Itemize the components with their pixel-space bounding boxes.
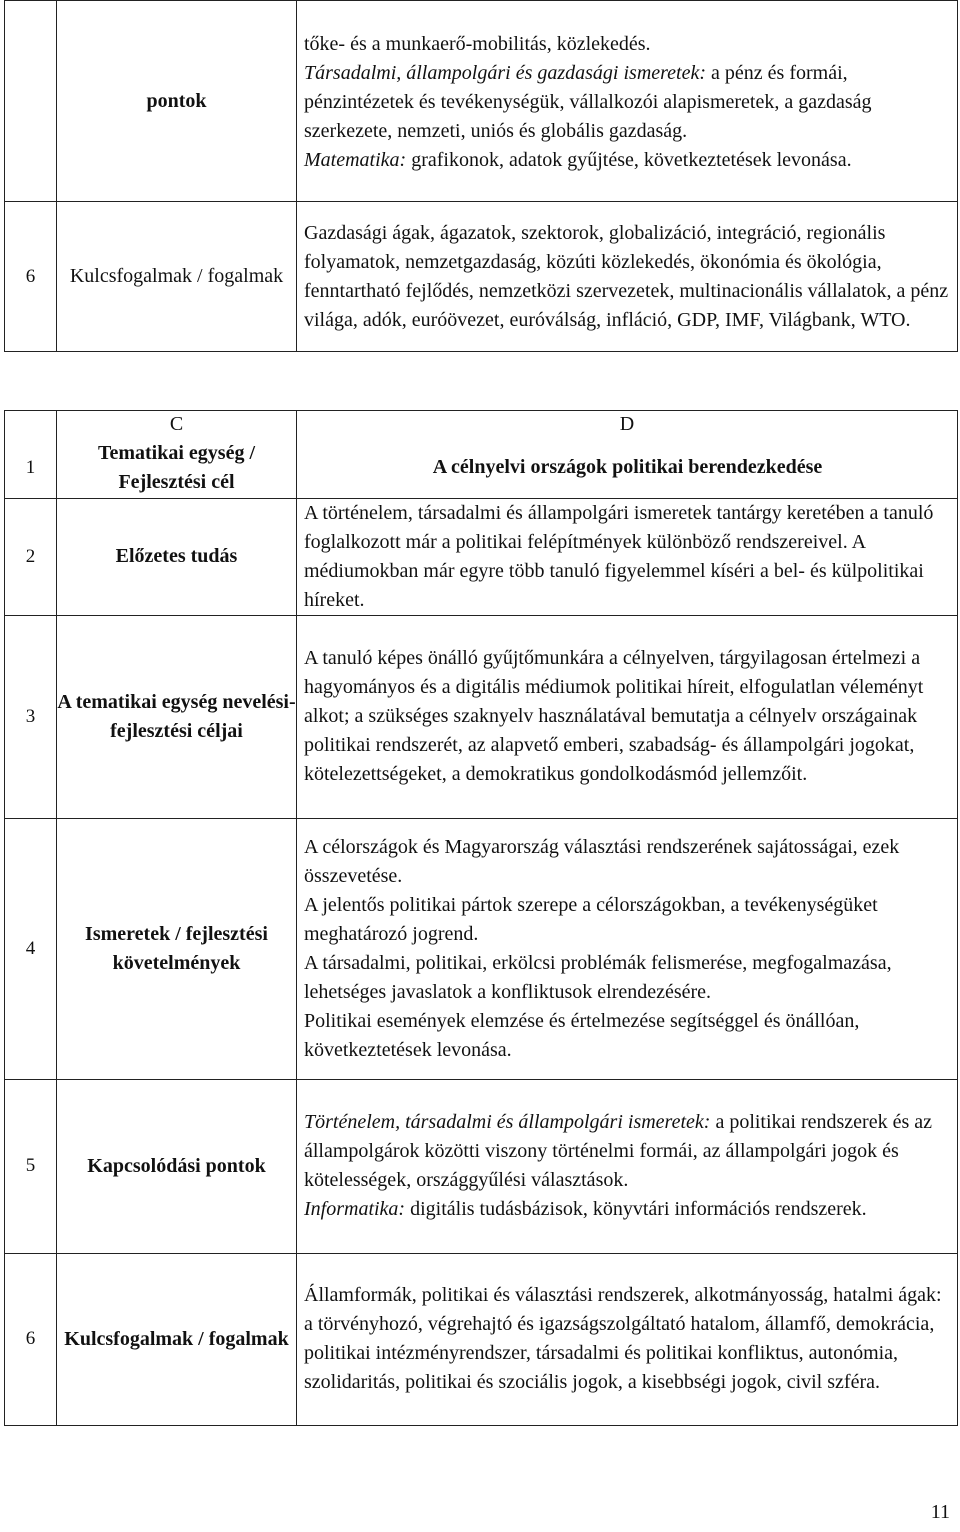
requirement-paragraph: A jelentős politikai pártok szerepe a célországokban, a tevékenységüket meghatározó jogrend. — [304, 893, 878, 945]
row-label — [57, 438, 297, 498]
column-header-d: D — [297, 411, 958, 439]
subject-label: Matematika: — [304, 148, 407, 171]
table-row — [5, 1, 958, 202]
row-number — [5, 1, 57, 202]
row-number — [5, 411, 57, 439]
subject-label: Informatika: — [304, 1198, 406, 1220]
row-number: 3 — [5, 615, 57, 818]
row-number: 6 — [5, 202, 57, 352]
row-content: Gazdasági ágak, ágazatok, szektorok, globalizáció, integráció, regionális folyamatok, nemzetgazdaság, közúti közlekedés, ökonómia és ökológia, fenntartható fejlődés, nemzetközi szervezetek, multinacionális vállalatok, a pénz világa, adók, euróövezet, euróválság, infláció, GDP, IMF, Világbank, WTO. — [297, 202, 958, 352]
table-row — [5, 1079, 958, 1253]
row-label — [57, 1253, 297, 1425]
row-content — [297, 438, 958, 498]
row-label — [57, 615, 297, 818]
content-text: tőke- és a munkaerő-mobilitás, közlekedés. — [304, 32, 651, 55]
row-label-text: Ismeretek / fejlesztési követelmények — [85, 922, 268, 974]
column-header-c: C — [57, 411, 297, 439]
row-label-text: Kulcsfogalmak / fogalmak — [64, 1327, 289, 1350]
thematic-unit-table — [4, 410, 958, 1426]
row-number: 2 — [5, 498, 57, 615]
row-content: A történelem, társadalmi és állampolgári ismeretek tantárgy keretében a tanuló foglalkozott már a politikai felépítmények különböző rendszereivel. A médiumokban már egyre több tanuló figyelemmel kíséri a bel- és külpolitikai híreket. — [297, 498, 958, 615]
unit-title: A célnyelvi országok politikai berendezkedése — [432, 456, 823, 479]
table-row — [5, 498, 958, 615]
subject-label: Társadalmi, állampolgári és gazdasági ismeretek: — [304, 61, 707, 84]
table-row — [5, 818, 958, 1079]
table-row — [5, 202, 958, 352]
content-text: digitális tudásbázisok, könyvtári információs rendszerek. — [405, 1198, 867, 1220]
row-number: 1 — [5, 438, 57, 498]
requirement-paragraph: A célországok és Magyarország választási rendszerének sajátosságai, ezek összevetése. — [304, 835, 900, 887]
page-number: 11 — [930, 1501, 950, 1523]
row-label-text: Kulcsfogalmak / fogalmak — [69, 265, 284, 287]
row-label-text: A tematikai egység nevelési-fejlesztési céljai — [57, 690, 296, 742]
row-content: A tanuló képes önálló gyűjtőmunkára a célnyelven, tárgyilagosan értelmezi a hagyományos és a digitális médiumok politikai híreit, elfogulatlan véleményt alkot; a szükséges szaknyelv használatával bemutatja a célnyelv országainak politikai rendszerét, az alapvető emberi, szabadság- és állampolgári jogokat, kötelezettségeket, a demokratikus gondolkodásmód jellemzőit. — [297, 615, 958, 818]
table-row — [5, 1253, 958, 1425]
row-number: 5 — [5, 1079, 57, 1253]
content-text: a politikai rendszerek és az állampolgárok közötti viszony történelmi formái, az állampolgári jogok és kötelességek, országgyűlési választások. — [304, 1111, 932, 1191]
subject-label: Történelem, társadalmi és állampolgári ismeretek: — [304, 1111, 711, 1133]
table-continuation — [4, 0, 958, 352]
row-content: Államformák, politikai és választási rendszerek, alkotmányosság, hatalmi ágak: a törvényhozó, végrehajtó és igazságszolgáltató hatalom, államfő, demokrácia, politikai intézményrendszer, társadalmi és politikai konfliktus, autonómia, szolidaritás, politikai és szociális jogok, a kisebbségi jogok, civil szféra. — [297, 1253, 958, 1425]
row-number: 4 — [5, 818, 57, 1079]
row-label — [57, 1079, 297, 1253]
table-row — [5, 615, 958, 818]
row-label-text: Tematikai egység / Fejlesztési cél — [97, 441, 256, 493]
table-header-row — [5, 411, 958, 439]
content-text: grafikonok, adatok gyűjtése, következtetések levonása. — [406, 148, 852, 171]
row-content — [297, 818, 958, 1079]
row-label — [57, 202, 297, 352]
requirement-paragraph: A társadalmi, politikai, erkölcsi problémák felismerése, megfogalmazása, lehetséges javaslatok a konfliktusok elrendezésére. — [304, 951, 892, 1003]
row-label — [57, 1, 297, 202]
row-content — [297, 1, 958, 202]
row-content — [297, 1079, 958, 1253]
content-text: a pénz és formái, pénzintézetek és tevékenységük, vállalkozói alapismeretek, a gazdaság szerkezete, nemzeti, uniós és globális gazdaság. — [304, 61, 872, 142]
table-row — [5, 438, 958, 498]
requirement-paragraph: Politikai események elemzése és értelmezése segítséggel és önállóan, következtetések levonása. — [304, 1009, 860, 1061]
row-label-text: Előzetes tudás — [115, 545, 238, 567]
row-label-text: Kapcsolódási pontok — [87, 1154, 266, 1177]
row-label — [57, 818, 297, 1079]
row-label — [57, 498, 297, 615]
row-number: 6 — [5, 1253, 57, 1425]
row-label-text: pontok — [146, 89, 207, 112]
